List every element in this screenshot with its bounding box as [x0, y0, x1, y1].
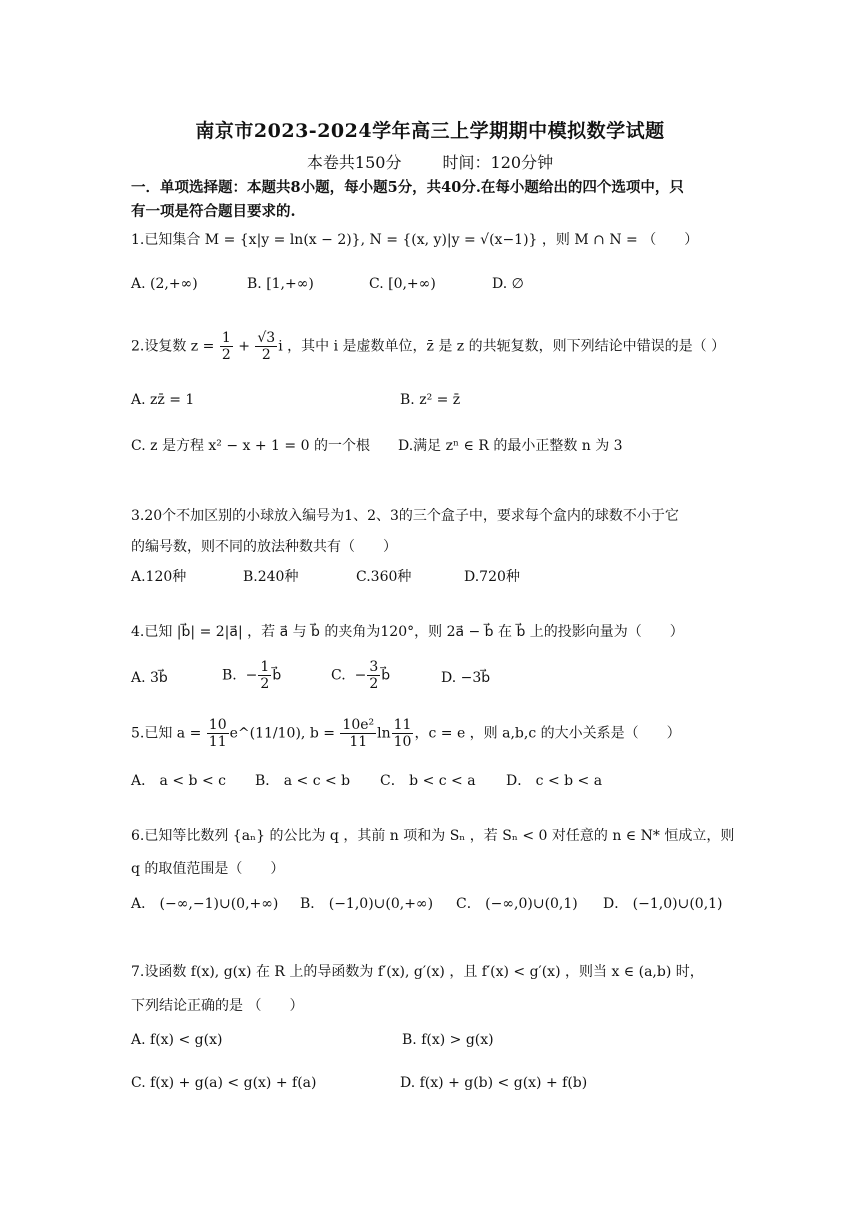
q2-frac1-numerator: 1	[221, 330, 231, 346]
section-heading-line2: 有一项是符合题目要求的.	[131, 203, 296, 220]
q7-option-b: B. f(x) > g(x)	[402, 1032, 494, 1048]
q6-option-a: A． (−∞,−1)∪(0,+∞)	[131, 896, 279, 912]
q2-frac2-denominator: 2	[261, 347, 271, 363]
q2-frac2-numerator: √3	[257, 330, 276, 346]
q5-b-ln-denominator: 10	[393, 734, 412, 750]
q5-option-c: C． b < c < a	[380, 773, 476, 789]
q4-option-c: C. − $\frac{3}{2}$ b⃗	[331, 659, 391, 692]
q5-a-exponential: e^(11/10)	[229, 725, 301, 742]
q5-stem-prefix: 5.已知 a =	[131, 725, 206, 742]
q6-option-c: C． (−∞,0)∪(0,1)	[456, 896, 578, 912]
question-3-stem-line2: 的编号数，则不同的放法种数共有（ ）	[131, 539, 397, 555]
q6-option-b: B． (−1,0)∪(0,+∞)	[300, 896, 434, 912]
q7-option-a: A. f(x) < g(x)	[131, 1032, 223, 1048]
q5-b-ln-fraction	[392, 717, 414, 750]
q7-option-c: C. f(x) + g(a) < g(x) + f(a)	[131, 1075, 317, 1091]
q2-stem-prefix: 2.设复数 z =	[131, 338, 219, 355]
q4-option-b-denominator: 2	[260, 676, 270, 692]
q3-option-b: B.240种	[243, 569, 299, 585]
question-5-stem: 5.已知 a = $\frac{10}{11}$ e^(11/10), b = $\frac{\text{10e²}}{11}$ ln $\frac{11}{10}$ ，c = e ，则 a,b,c 的大小关系是（ ）	[131, 717, 681, 750]
q5-option-b: B． a < c < b	[255, 773, 351, 789]
q2-option-d: D.满足 zⁿ ∈ R 的最小正整数 n 为 3	[398, 438, 623, 454]
q3-option-c: C.360种	[356, 569, 412, 585]
q2-option-c: C. z 是方程 x² − x + 1 = 0 的一个根	[131, 438, 370, 454]
q7-option-d: D. f(x) + g(b) < g(x) + f(b)	[400, 1075, 588, 1091]
q2-frac1-denominator: 2	[221, 347, 231, 363]
q2-option-a: A. zz̄ = 1	[131, 392, 195, 408]
q1-option-d: D. ∅	[492, 276, 524, 292]
q2-fraction-1	[220, 330, 233, 363]
q4-option-c-label: C.	[331, 667, 346, 684]
q5-b-denominator: 11	[349, 734, 368, 750]
exam-info	[0, 150, 860, 173]
q5-a-numerator: 10	[208, 717, 227, 733]
time-limit: 时间：120分钟	[442, 153, 554, 172]
q5-a-denominator: 11	[208, 734, 227, 750]
q4-option-c-denominator: 2	[369, 676, 379, 692]
q5-a-fraction	[207, 717, 229, 750]
q1-option-b: B. [1,+∞)	[247, 276, 314, 292]
q4-option-b-numerator: 1	[260, 659, 270, 675]
q4-option-b-fraction	[258, 659, 271, 692]
q4-option-d: D. −3b⃗	[441, 670, 491, 686]
question-6-stem-line2: q 的取值范围是（ ）	[131, 861, 285, 877]
page-title: 南京市2023-2024学年高三上学期期中模拟数学试题	[195, 120, 665, 142]
q3-option-d: D.720种	[464, 569, 520, 585]
q4-option-c-numerator: 3	[369, 659, 379, 675]
q4-option-b-label: B.	[222, 667, 237, 684]
q5-option-a: A． a < b < c	[131, 773, 226, 789]
question-7-stem-line1: 7.设函数 f(x), g(x) 在 R 上的导函数为 f′(x), g′(x) ，且 f′(x) < g′(x) ，则当 x ∈ (a,b) 时，	[131, 964, 704, 980]
section-heading-line1: 一．单项选择题：本题共8小题，每小题5分，共40分.在每小题给出的四个选项中，只	[131, 179, 684, 196]
q1-option-a: A. (2,+∞)	[131, 276, 198, 292]
q5-b-ln-numerator: 11	[393, 717, 412, 733]
question-7-stem-line2: 下列结论正确的是 （ ）	[131, 998, 304, 1014]
q5-b-numerator: 10e²	[342, 717, 375, 733]
q2-stem-suffix: i ，其中 i 是虚数单位，z̄ 是 z 的共轭复数，则下列结论中错误的是（ ）	[278, 338, 726, 355]
q2-fraction-2	[255, 330, 277, 363]
q6-option-d: D． (−1,0)∪(0,1)	[603, 896, 723, 912]
q4-option-c-vector: b⃗	[381, 667, 391, 684]
q5-option-d: D． c < b < a	[506, 773, 603, 789]
question-6-stem-line1: 6.已知等比数列 {aₙ} 的公比为 q ，其前 n 项和为 Sₙ ，若 Sₙ < 0 对任意的 n ∈ N* 恒成立，则	[131, 828, 735, 844]
q2-option-b: B. z² = z̄	[400, 392, 461, 408]
q4-option-c-fraction	[367, 659, 380, 692]
total-score: 本卷共150分	[306, 153, 402, 172]
q1-option-c: C. [0,+∞)	[369, 276, 436, 292]
q5-b-fraction	[340, 717, 376, 750]
question-2-stem: 2.设复数 z = $\frac{1}{2}$ + $\frac{√3}{2}$ i ，其中 i 是虚数单位，z̄ 是 z 的共轭复数，则下列结论中错误的是（ ）	[131, 330, 726, 363]
q5-stem-suffix: ，c = e ，则 a,b,c 的大小关系是（ ）	[414, 725, 681, 742]
q4-option-b-vector: b⃗	[272, 667, 282, 684]
q4-option-b: B. − $\frac{1}{2}$ b⃗	[222, 659, 282, 692]
question-4-stem: 4.已知 |b⃗| = 2|a⃗| ，若 a⃗ 与 b⃗ 的夹角为120°，则 2a⃗ − b⃗ 在 b⃗ 上的投影向量为（ ）	[131, 624, 684, 640]
q4-option-a: A. 3b⃗	[131, 670, 168, 686]
q3-option-a: A.120种	[131, 569, 187, 585]
question-1-stem: 1.已知集合 M = {x|y = ln(x − 2)}, N = {(x, y)|y = √(x−1)} ，则 M ∩ N = （ ）	[131, 232, 699, 248]
question-3-stem-line1: 3.20个不加区别的小球放入编号为1、2、3的三个盒子中，要求每个盒内的球数不小于它	[131, 508, 679, 524]
